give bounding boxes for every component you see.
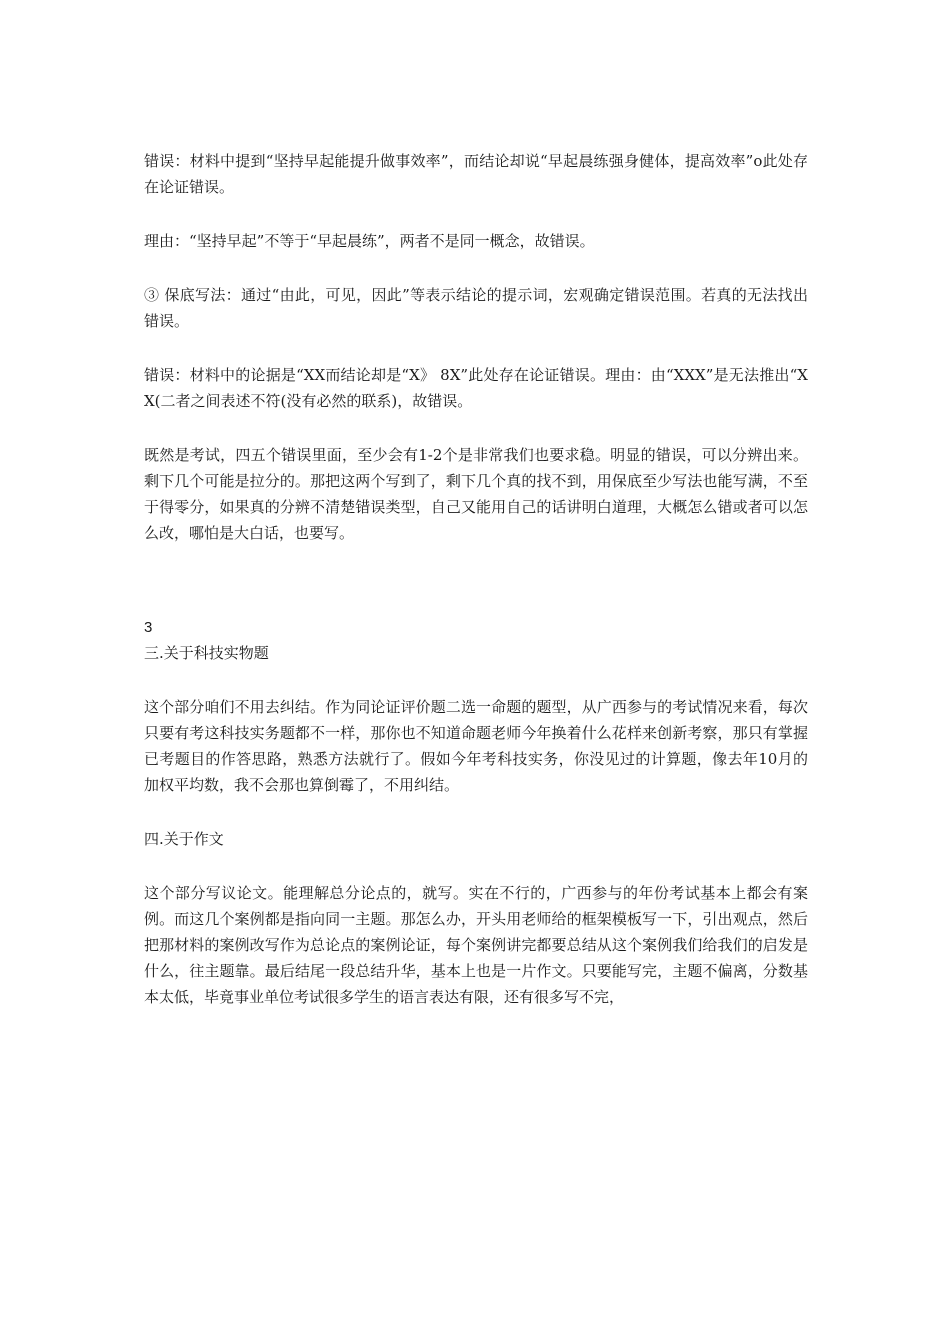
paragraph-error-template: 错误：材料中的论据是“XX而结论却是“X》 8X”此处存在论证错误。理由：由“XXX”是无法推出“XX(二者之间表述不符(没有必然的联系)，故错误。 — [144, 366, 808, 410]
paragraph-reason-1: 理由：“坚持早起”不等于“早起晨练”，两者不是同一概念，故错误。 — [144, 232, 595, 250]
spacer — [144, 414, 808, 442]
page-number: 3 — [144, 619, 153, 636]
paragraph-exam-advice: 既然是考试，四五个错误里面，至少会有1-2个是非常我们也要求稳。明显的错误，可以分辨出来。剩下几个可能是拉分的。那把这两个写到了，剩下几个真的找不到，用保底至少写法也能写满，不至于得零分，如果真的分辨不清楚错误类型，自己又能用自己的话讲明白道理，大概怎么错或者可以怎么改，哪怕是大白话，也要写。 — [144, 446, 808, 542]
section-heading-tech-practice: 三.关于科技实物题 — [144, 644, 269, 662]
spacer — [144, 666, 808, 694]
document-page — [144, 148, 808, 1010]
spacer — [144, 546, 808, 616]
section-heading-essay: 四.关于作文 — [144, 830, 224, 848]
spacer — [144, 852, 808, 880]
section-body-tech-practice: 这个部分咱们不用去纠结。作为同论证评价题二选一命题的题型，从广西参与的考试情况来看，每次只要有考这科技实务题都不一样，那你也不知道命题老师今年换着什么花样来创新考察，那只有掌握已考题目的作答思路，熟悉方法就行了。假如今年考科技实务，你没见过的计算题，像去年10月的加权平均数，我不会那也算倒霉了，不用纠结。 — [144, 698, 808, 794]
spacer — [144, 334, 808, 362]
paragraph-fallback-method: ③ 保底写法：通过“由此，可见，因此”等表示结论的提示词，宏观确定错误范围。若真的无法找出错误。 — [144, 286, 808, 330]
spacer — [144, 200, 808, 228]
spacer — [144, 798, 808, 826]
spacer — [144, 254, 808, 282]
section-body-essay: 这个部分写议论文。能理解总分论点的，就写。实在不行的，广西参与的年份考试基本上都会有案例。而这几个案例都是指向同一主题。那怎么办，开头用老师给的框架模板写一下，引出观点，然后把那材料的案例改写作为总论点的案例论证，每个案例讲完都要总结从这个案例我们给我们的启发是什么，往主题靠。最后结尾一段总结升华，基本上也是一片作文。只要能写完，主题不偏离，分数基本太低，毕竟事业单位考试很多学生的语言表达有限，还有很多写不完， — [144, 884, 808, 1006]
paragraph-error-example-1: 错误：材料中提到“坚持早起能提升做事效率”，而结论却说“早起晨练强身健体，提高效率”o此处存在论证错误。 — [144, 152, 808, 196]
